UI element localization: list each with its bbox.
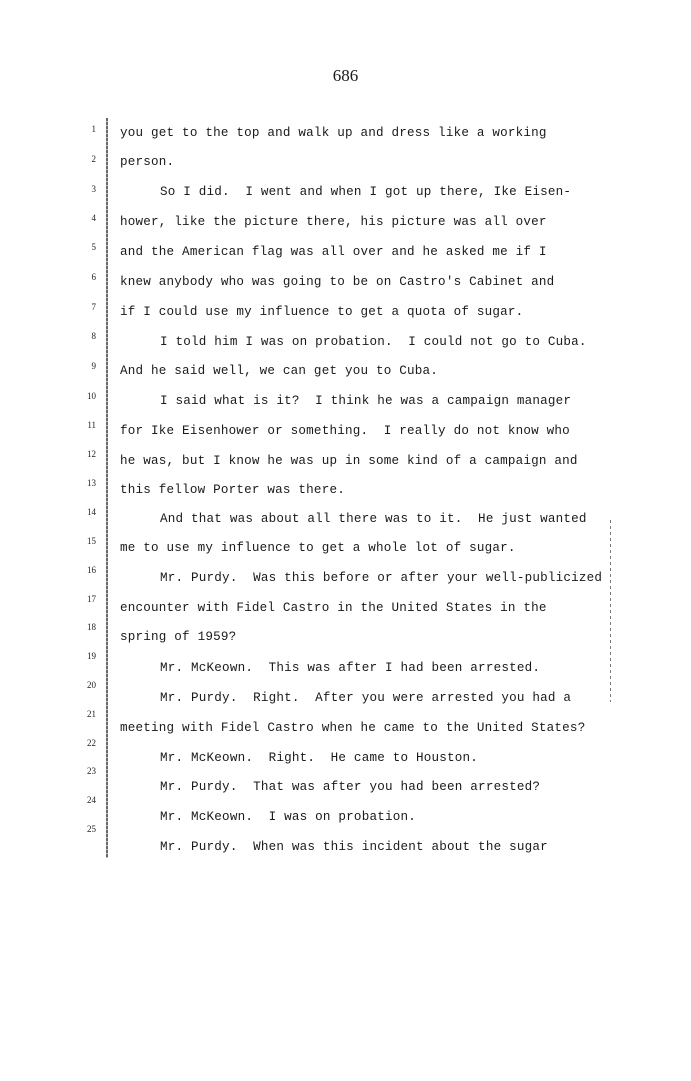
line-number: 24 (87, 795, 96, 805)
transcript-line: person. (120, 155, 175, 169)
line-number: 19 (87, 651, 96, 661)
transcript-line: this fellow Porter was there. (120, 483, 345, 497)
transcript-line: Mr. McKeown. I was on probation. (160, 810, 416, 824)
line-number: 18 (87, 622, 96, 632)
transcript-line: hower, like the picture there, his picture was all over (120, 215, 547, 229)
right-margin-rule (610, 520, 611, 702)
line-number: 2 (91, 154, 96, 164)
transcript-line: knew anybody who was going to be on Castro's Cabinet and (120, 275, 555, 289)
line-number: 15 (87, 536, 96, 546)
transcript-line: if I could use my influence to get a quota of sugar. (120, 305, 524, 319)
transcript-line: Mr. McKeown. This was after I had been arrested. (160, 661, 541, 675)
transcript-line: I told him I was on probation. I could not go to Cuba. (160, 335, 587, 349)
transcript-line: So I did. I went and when I got up there, Ike Eisen- (160, 185, 572, 199)
transcript-line: Mr. Purdy. Was this before or after your well-publicized (160, 571, 603, 585)
transcript-line: he was, but I know he was up in some kind of a campaign and (120, 454, 578, 468)
line-number: 20 (87, 680, 96, 690)
transcript-line: spring of 1959? (120, 630, 237, 644)
line-number: 25 (87, 824, 96, 834)
transcript-line: for Ike Eisenhower or something. I really do not know who (120, 424, 570, 438)
line-number: 6 (91, 272, 96, 282)
line-number: 11 (87, 420, 96, 430)
left-margin-rule (106, 118, 108, 858)
line-number: 23 (87, 766, 96, 776)
transcript-line: I said what is it? I think he was a campaign manager (160, 394, 572, 408)
line-number: 22 (87, 738, 96, 748)
transcript-line: Mr. Purdy. When was this incident about the sugar (160, 840, 548, 854)
line-number: 17 (87, 594, 96, 604)
line-number: 14 (87, 507, 96, 517)
line-number: 12 (87, 449, 96, 459)
line-number: 3 (91, 184, 96, 194)
line-number: 21 (87, 709, 96, 719)
line-number: 16 (87, 565, 96, 575)
page-number: 686 (332, 66, 359, 85)
transcript-line: and the American flag was all over and he asked me if I (120, 245, 547, 259)
transcript-line: Mr. Purdy. Right. After you were arrested you had a (160, 691, 572, 705)
line-number: 7 (91, 302, 96, 312)
line-number: 5 (91, 242, 96, 252)
transcript-line: Mr. McKeown. Right. He came to Houston. (160, 751, 479, 765)
line-number: 1 (91, 124, 96, 134)
transcript-line: And that was about all there was to it. He just wanted (160, 512, 587, 526)
transcript-line: Mr. Purdy. That was after you had been arrested? (160, 780, 541, 794)
line-number: 4 (91, 213, 96, 223)
line-number: 13 (87, 478, 96, 488)
transcript-line: me to use my influence to get a whole lot of sugar. (120, 541, 516, 555)
line-number: 8 (91, 331, 96, 341)
transcript-line: And he said well, we can get you to Cuba. (120, 364, 439, 378)
line-number: 9 (91, 361, 96, 371)
transcript-line: meeting with Fidel Castro when he came to the United States? (120, 721, 586, 735)
transcript-line: encounter with Fidel Castro in the United States in the (120, 601, 547, 615)
transcript-line: you get to the top and walk up and dress like a working (120, 126, 547, 140)
line-number: 10 (87, 391, 96, 401)
